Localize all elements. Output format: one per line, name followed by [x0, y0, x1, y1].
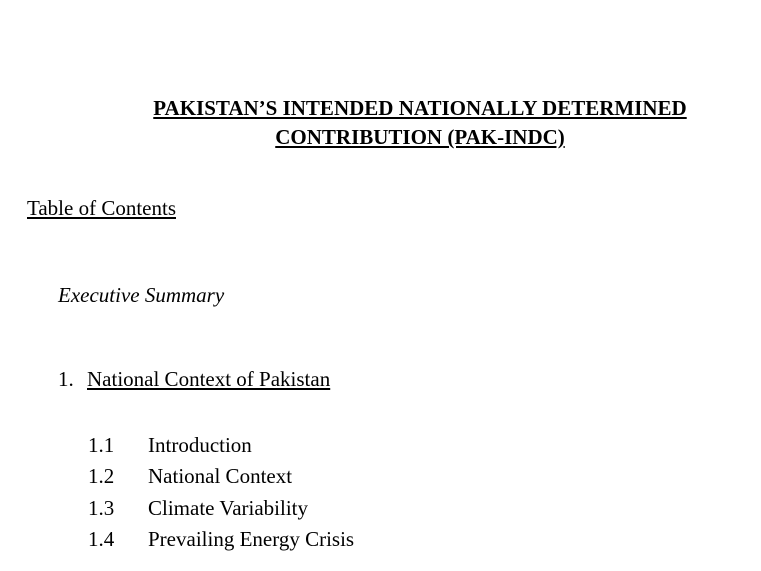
table-of-contents-heading: Table of Contents	[27, 196, 176, 220]
subsection-number: 1.4	[88, 526, 115, 551]
toc-subsection	[88, 524, 354, 555]
subsection-number: 1.1	[88, 433, 115, 457]
subsection-number: 1.2	[88, 464, 115, 489]
title-line-1: PAKISTAN’S INTENDED NATIONALLY DETERMINED	[153, 96, 687, 120]
subsection-title: Prevailing Energy Crisis	[148, 526, 355, 551]
toc-section-1	[58, 366, 330, 392]
toc-subsection	[88, 430, 354, 461]
document-title	[100, 94, 740, 152]
toc-subsection	[88, 493, 354, 524]
subsection-title: Climate Variability	[148, 495, 309, 520]
toc-entry-executive-summary: Executive Summary	[58, 283, 225, 307]
toc-subsection-list	[88, 430, 354, 555]
section-title: National Context of Pakistan	[87, 367, 331, 391]
title-line-2: CONTRIBUTION (PAK-INDC)	[275, 125, 565, 149]
subsection-number: 1.3	[88, 495, 115, 520]
subsection-title: National Context	[148, 464, 293, 489]
section-number: 1.	[58, 367, 74, 391]
subsection-title: Introduction	[148, 433, 252, 457]
toc-subsection	[88, 461, 354, 492]
